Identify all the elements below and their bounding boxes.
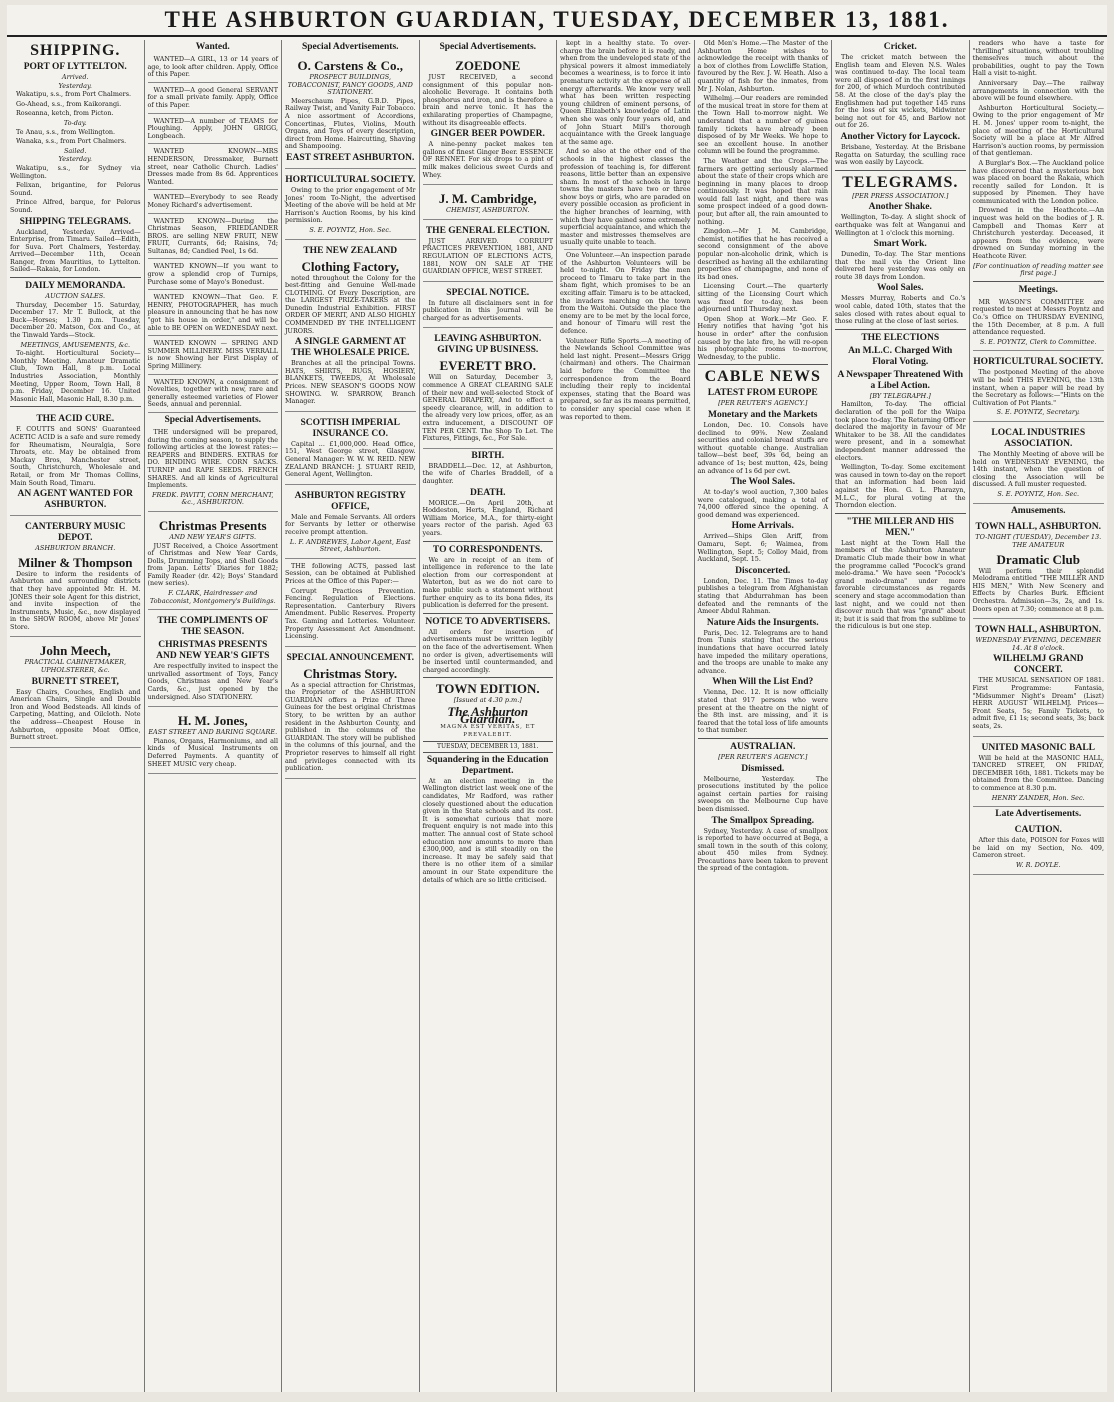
- column-2: [145, 40, 283, 1392]
- newspaper-page: [7, 5, 1107, 1392]
- cambridge-ad: J. M. Cambridge, CHEMIST, ASHBURTON.: [423, 187, 554, 220]
- birth-heading: BIRTH.: [471, 450, 505, 461]
- horticultural-meeting-ad: HORTICULTURAL SOCIETY. The postponed Meeting of the above will be held THIS EVENING, the 13th instant, when a paper will be read by the Secretary as follows:—"Hints on the Cultivation of Pot Plants." S. E. POYNTZ, Secretary.: [973, 353, 1105, 422]
- elections-heading: THE ELECTIONS: [861, 332, 940, 343]
- list-item: WANTED KNOWN, a consignment of Novelties, together with new, rare and generally esteemed varieties of Flower Seeds, annual and perennial.: [148, 377, 279, 413]
- list-item: WANTED—A GIRL, 13 or 14 years of age, to look after children. Apply, Office of this Paper.: [148, 54, 279, 83]
- special-ads-heading: Special Advertisements.: [301, 42, 399, 52]
- article-title: Squandering in the Education Department.: [426, 754, 549, 776]
- column-4: Special Advertisements. ZOEDONE JUST RECEIVED, a second consignment of this popular non-alcoholic Beverage. It contains both phosphorus and iron, and is therefore a brain and nerve tonic. It has the exhilarating properties of Champagne, without its disagreeable effects. GINGER BEER POWDER. A nine-penny packet makes ten gallons of finest Ginger Beer. ESSENCE OF RENNET. For six drops to a pint of milk makes delicious sweet Curds and Whey. J. M. Cambridge, CHEMIST, ASHBURTON. THE GENERAL ELECTION. JUST ARRIVED. CORRUPT PRACTICES PREVENTION, 1881, AND REGULATION OF ELECTIONS ACTS, 1881, NOW ON SALE AT THE GUARDIAN OFFICE, WEST STREET. SPECIAL NOTICE. In future all disclaimers sent in for publication in this Journal will be charged for as advertisements. LEAVING ASHBURTON. GIVING UP BUSINESS. EVERETT BRO. Will on Saturday, December 3, commence A GREAT CLEARING SALE of their new and well-selected Stock of GENERAL DRAPERY, And to effect a speedy clearance, will, in addition to the already very low prices, offer, as an extra inducement, a DISCOUNT OF TEN PER CENT. The Shop To Let. The Fixtures, Fittings, &c., For Sale. BIRTH. BRADDELL—Dec. 12, at Ashburton, the wife of Charles Braddell, of a daughter. DEATH. MORICE.—On April 20th, at Hoddeston, Herts, England, Richard William Morice, M.A., for thirty-eight years rector of the parish. Aged 63 years. TO CORRESPONDENTS. We are in receipt of an item of intelligence in reference to the late election from our correspondent at Waterton, but as we do not care to make public such a statement without further enquiry as to its bona fides, its publication is deferred for the present. NOTICE TO ADVERTISERS. All orders for insertion of advertisements must be written legibly on the face of the advertisement. When no order is given, advertisements will be inserted until countermanded, and charged accordingly. TOWN EDITION. [Issued at 4.30 p.m.] The Ashburton Guardian. MAGNA EST VERITAS, ET PREVALEBIT. TUESDAY, DECEMBER 13, 1881. Squandering in the Education Department. At an election meeting in the Wellington district last week one of the candidates, Mr Radford, was rather closely questioned about the education given in the State schools and its cost. It is somewhat curious that more frequent enquiry is not made into this matter. The annual cost of State school education now amounts to more than £300,000, and is still steadily on the increase. It may be safely said that there is no other item of a similar amount in our State expenditure the details of which are so little criticised.: [420, 40, 558, 1392]
- carstens-ad: O. Carstens & Co., PROSPECT BUILDINGS, TOBACCONIST, FANCY GOODS, AND STATIONERY. Meerschaum Pipes, G.B.D. Pipes, Railway Twist, and Vanity Fair Tobacco. A nice assortment of Accordions, Concertinas, Flutes, Violins, Mouth Organs, and Toys of every description, direct from Home. Haircutting, Shaving and Shampooing. EAST STREET ASHBURTON.: [285, 54, 416, 169]
- news-item: One Volunteer.—An inspection parade of the Ashburton Volunteers will be held to-night. On Friday the men proceed to Timaru to take part in the sham fight, which promises to be an exciting affair. Timaru is to be attacked, the invaders marching on the town from the Waitohi. Outside the place the enemy are to be met by the local force, and honour of Timaru will rest the defence.: [560, 251, 691, 335]
- continuation-note: [For continuation of reading matter see first page.]: [973, 261, 1104, 278]
- daily-memoranda-heading: DAILY MEMORANDA.: [25, 281, 126, 292]
- meetings-subheading: MEETINGS, AMUSEMENTS, &c.: [20, 340, 131, 349]
- news-item: Anniversary Day.—The railway arrangements in connection with the above will be found elsewhere.: [972, 78, 1104, 103]
- cable-news-heading: CABLE NEWS: [704, 368, 821, 386]
- correspondents-text: We are in receipt of an item of intelligence in reference to the late election from our correspondent at Waterton, but as we do not care to make public such a statement without further enquiry as to its bona fides, its publication is deferred for the present.: [422, 555, 553, 610]
- christmas-presents-ad: Christmas Presents AND NEW YEAR'S GIFTS. JUST Received, a Choice Assortment of Christmas and New Year Cards, Dolls, Drumming Tops, and Shell Goods from Japan. Letts' Diaries for 1882; Family Reader (dr. 42); Boys' Standard (new series). F. CLARK, Hairdresser and Tobacconist, Montgomery's Buildings.: [148, 514, 279, 610]
- shipping-telegrams-heading: SHIPPING TELEGRAMS.: [19, 216, 131, 227]
- correspondents-heading: TO CORRESPONDENTS.: [432, 544, 543, 555]
- column-6: Old Men's Home.—The Master of the Ashburton Home wishes to acknowledge the receipt with thanks of a box of clothes from Lowcliffe Station, favoured by the Rev. J. W. Heath. Also a quantity of fish for the inmates, from Mr J. Nolan, Ashburton. Wilhelmj.—Our readers are reminded of the musical treat in store for them at the Town Hall to-morrow night. We understand that a number of guinea family tickets have already been disposed of by Mr Weeks. We hope to see an excellent house. In another column will be found the programme. The Weather and the Crops.—The farmers are getting seriously alarmed about the state of their crops which are beginning in many places to droop continuously. It was hoped that rain would fall last night, and there was some prospect indeed of a good down-pour, but after all, the rain amounted to nothing. Zingdon.—Mr J. M. Cambridge, chemist, notifies that he has received a second consignment of the above popular non-alcoholic drink, which is described as having all the exhilarating properties of champagne, and none of its bad ones. Licensing Court.—The quarterly sitting of the Licensing Court which was fixed for to-day, has been adjourned until Thursday next. Open Shop at Work.—Mr Geo. F. Henry notifies that having "got his house in order" after the confusion caused by the late fire, he will re-open his photographic rooms to-morrow, Wednesday, to the public. CABLE NEWS LATEST FROM EUROPE [PER REUTER'S AGENCY.] Monetary and the Markets London, Dec. 10. Consols have declined to 99⅜. New Zealand securities and colonial bread stuffs are without quotable change. Australian tallow—best beef, 39s 6d, being an advance of 1s; best mutton, 42s, being an advance of 1s 6d per cwt. The Wool Sales. At to-day's wool auction, 7,300 bales were catalogued, making a total of 74,000 offered since the opening. A good demand was experienced. Home Arrivals. Arrived—Ships Glen Ariff, from Oamaru, Sept. 6; Waimea, from Wellington, Sept. 5; Colloy Maid, from Auckland, Sept. 15. Disconcerted. London, Dec. 11. The Times to-day publishes a telegram from Afghanistan stating that Abdurrahman has been defeated and the remnants of the Ameer Abdul Rahman. Nature Aids the Insurgents. Paris, Dec. 12. Telegrams are to hand from Tunis stating that the serious inundations that have occurred lately have impeded the military operations, and the troops are unable to make any advance. When Will the List End? Vienna, Dec. 12. It is now officially stated that 917 persons who were present at the theatre on the night of the 8th inst. are missing, and it is feared that the total loss of life amounts to that number. AUSTRALIAN. [PER REUTER'S AGENCY.] Dismissed. Melbourne, Yesterday. The prosecutions instituted by the police against certain parties for raising sweeps on the Melbourne Cup have been dismissed. The Smallpox Spreading. Sydney, Yesterday. A case of smallpox is reported to have occurred at Bega, a small town in the south of this colony, about 450 miles from Sydney. Precautions have been taken to prevent the spread of the contagion.: [695, 40, 833, 1392]
- special-ads-heading: Special Advertisements.: [164, 414, 262, 425]
- late-ads-heading: Late Advertisements.: [995, 809, 1082, 820]
- town-edition-heading: TOWN EDITION.: [435, 681, 540, 697]
- column-5: [557, 40, 695, 1392]
- news-item: Old Men's Home.—The Master of the Ashburton Home wishes to acknowledge the receipt with thanks of a box of clothes from Lowcliffe Station, favoured by the Rev. J. W. Heath. Also a quantity of fish for the inmates, from Mr J. Nolan, Ashburton.: [697, 40, 828, 93]
- wason-committee-ad: MR WASON'S COMMITTEE are requested to meet at Messrs Poyntz and Co.'s Office on THURSDAY EVENING, the 15th December, at 8 p.m. A full attendance requested. S. E. POYNTZ, Clerk to Committee.: [973, 297, 1105, 352]
- arrived-label: Arrived.: [61, 73, 89, 81]
- john-meech-ad: John Meech, PRACTICAL CABINETMAKER, UPHOLSTERER, &c. BURNETT STREET, Easy Chairs, Couches, English and American Chairs, Single and Double Iron and Wood Bedsteads. All kinds of Carpeting, Matting, and Oilcloth. Note the address—Cheapest House in Ashburton, opposite Moat Office, Burnett street.: [10, 639, 141, 747]
- compliments-ad: THE COMPLIMENTS OF THE SEASON. CHRISTMAS PRESENTS AND NEW YEAR'S GIFTS Are respectfully invited to inspect the unrivalled assortment of Toys, Fancy Goods, Christmas and New Year's Cards, &c., just opened by the undersigned. Also STATIONERY.: [148, 612, 279, 707]
- list-item: WANTED—A number of TEAMS for Ploughing. Apply, JOHN GRIGG, Longbeach.: [148, 116, 279, 145]
- list-item: WANTED KNOWN—That Geo. F. HENRY, PHOTOGRAPHER, has much pleasure in announcing that he has now "got his house in order," and will be able to BE OPEN on WEDNESDAY next.: [148, 292, 279, 336]
- special-notice-ad: SPECIAL NOTICE. In future all disclaimers sent in for publication in this Journal will be charged for as advertisements.: [423, 284, 554, 329]
- shipping-telegrams-text: Auckland, Yesterday. Arrived—Enterprise, from Timaru. Sailed—Edith, for Suva. Port Chalmers, Yesterday. Arrived—December 11th, Ocean Ranger, from Mauritius, to Lyttelton. Sailed—Rakaia, for London.: [10, 227, 141, 274]
- port-heading: PORT OF LYTTELTON.: [23, 62, 127, 72]
- news-item: Licensing Court.—The quarterly sitting of the Licensing Court which was fixed for to-day, has been adjourned until Thursday next.: [697, 282, 828, 314]
- birth-text: BRADDELL—Dec. 12, at Ashburton, the wife of Charles Braddell, of a daughter.: [422, 461, 553, 485]
- pavitt-ad: THE undersigned will be prepared, during the coming season, to supply the following articles at the lowest rates:— REAPERS and BINDERS. EXTRAS for DO. BINDING WIRE. CORN SACKS. TURNIP and RAPE SEEDS. FRENCH SHARES. And all kinds of Agricultural Implements. FREDK. PAVITT, CORN MERCHANT, &c., ASHBURTON.: [148, 427, 279, 512]
- shipping-heading: SHIPPING.: [30, 42, 121, 59]
- amusements-heading: Amusements.: [1010, 505, 1066, 516]
- news-item: Volunteer Rifle Sports.—A meeting of the Newlands School Committee was held last night. Present—Messrs Grigg (chairman) and others. The Chairman laid before the Committee the correspondence from the Board including their reply to incidental expenses, stating that the Board was prepared, so far as its means permitted, to consider any special case when it was reported to them.: [560, 336, 691, 421]
- masonic-ball-ad: UNITED MASONIC BALL Will be held at the MASONIC HALL, TANCRED STREET, ON FRIDAY, DECEMBER 16th, 1881. Tickets may be obtained from the Committee. Dancing to commence at 8.30 p.m. HENRY ZANDER, Hon. Sec.: [973, 739, 1105, 808]
- wanted-heading: Wanted.: [195, 42, 230, 52]
- caution-ad: CAUTION. After this date, POISON for Foxes will be laid on my Section, No. 409, Cameron street. W. R. DOYLE.: [973, 821, 1105, 874]
- advertisers-heading: NOTICE TO ADVERTISERS.: [425, 616, 551, 627]
- clothing-factory-ad: THE NEW ZEALAND Clothing Factory, noted throughout the Colony for the best-fitting and Genuine Well-made CLOTHING. Of Every Description, are the LARGEST PRIZE-TAKERS at the Dunedin Industrial Exhibition. FIRST ORDER OF MERIT, AND ALSO HIGHLY COMMENDED BY THE INTELLIGENT JURORS. A SINGLE GARMENT AT THE WHOLESALE PRICE. Branches at all the principal Towns. HATS, SHIRTS, RUGS, HOSIERY, BLANKETS, TWEEDS, At Wholesale Prices. NEW SEASON'S GOODS NOW SHOWING. W. SPARROW, Branch Manager.: [285, 242, 416, 412]
- meetings-heading: Meetings.: [1018, 284, 1058, 295]
- masthead: [7, 5, 1107, 37]
- acts-ad: THE following ACTS, passed last Session, can be obtained at Published Prices at the Office of this Paper:— Corrupt Practices Prevention. Fencing. Regulation of Elections. Representation. Canterbury Rivers Amendment. Public Reserves. Property Tax. Gaming and Lotteries. Volunteer. Property Assessment Act Amendment. Licensing.: [285, 561, 416, 647]
- special-ads-heading: Special Advertisements.: [439, 42, 537, 52]
- article-continued: And so also at the other end of the schools in the highest classes the profession of teaching is, for different reasons, little better than an expensive sham. In most of the schools in large towns the masters have two or three show boys or girls, who are paraded on every possible occasion as proficient in the higher branches of learning, with which they have gained some extremely superficial acquaintance, and which the master and mistresses themselves are usually quite unable to teach.: [560, 147, 691, 247]
- australian-heading: AUSTRALIAN.: [730, 741, 796, 752]
- shipping-list: Yesterday. Wakatipu, s.s., from Port Chalmers. Go-Ahead, s.s., from Kaikorangi. Roseanna, ketch, from Picton. To-day. Te Anau, s.s., from Wellington. Wanaka, s.s., from Port Chalmers. Sailed. Yesterday. Wakatipu, s.s., for Sydney via Wellington. Felixan, brigantine, for Pelorus Sound. Prince Alfred, barque, for Pelorus Sound.: [10, 81, 141, 214]
- local-industries-ad: LOCAL INDUSTRIES ASSOCIATION. The Monthly Meeting of above will be held on WEDNESDAY EVENING, the 14th instant, when the question of closing the Association will be discussed. A full muster requested. S. E. POYNTZ, Hon. Sec.: [973, 424, 1105, 504]
- election-ad: THE GENERAL ELECTION. JUST ARRIVED. CORRUPT PRACTICES PREVENTION, 1881, AND REGULATION OF ELECTIONS ACTS, 1881, NOW ON SALE AT THE GUARDIAN OFFICE, WEST STREET.: [423, 222, 554, 282]
- column-1: SHIPPING. PORT OF LYTTELTON. Arrived. Yesterday. Wakatipu, s.s., from Port Chalmers. Go-Ahead, s.s., from Kaikorangi. Roseanna, ketch, from Picton. To-day. Te Anau, s.s., from Wellington. Wanaka, s.s., from Port Chalmers. Sailed. Yesterday. Wakatipu, s.s., for Sydney via Wellington. Felixan, brigantine, for Pelorus Sound. Prince Alfred, barque, for Pelorus Sound. SHIPPING TELEGRAMS. Auckland, Yesterday. Arrived—Enterprise, from Timaru. Sailed—Edith, for Suva. Port Chalmers, Yesterday. Arrived—December 11th, Ocean Ranger, from Mauritius, to Lyttelton. Sailed—Rakaia, for London. DAILY MEMORANDA. AUCTION SALES. Thursday, December 15. Saturday, December 17. Mr T. Bullock, at the Buck—Horses; 1.30 p.m. Tuesday, December 20. Matson, Cox and Co., at the Tinwald Yards—Stock. MEETINGS, AMUSEMENTS, &c. To-night. Horticultural Society—Monthly Meeting. Amateur Dramatic Club, Town Hall, 8 p.m. Local Industries Association, Monthly Meeting, Upper Room, Town Hall, 8 p.m. Friday, December 16. United Masonic Hall, Masonic Hall, 8.30 p.m. THE ACID CURE. F. COUTTS and SONS' Guaranteed ACETIC ACID is a safe and sure remedy for Rheumatism, Neuralgia, Sore Throats, etc. May be obtained from Mackay Bros, Manchester street, South, Christchurch, Wholesale and Retail, or from Mr Thomas Collins, Main South Road, Timaru. AN AGENT WANTED FOR ASHBURTON. CANTERBURY MUSIC DEPOT. ASHBURTON BRANCH. Milner & Thompson Desire to inform the residents of Ashburton and surrounding districts that they have appointed Mr. H. M. JONES their sole Agent for this district, and invite inspection of the Instruments, Music, &c., now displayed in the SHOW ROOM, above Mr Jones' Store. John Meech, PRACTICAL CABINETMAKER, UPHOLSTERER, &c. BURNETT STREET, Easy Chairs, Couches, English and American Chairs, Single and Double Iron and Wood Bedsteads. All kinds of Carpeting, Matting, and Oilcloth. Note the address—Cheapest House in Ashburton, opposite Moat Office, Burnett street.: [7, 40, 145, 1392]
- list-item: WANTED KNOWN—During the Christmas Season, FRIEDLANDER BROS. are selling NEW FRUIT, NEW FRUIT, Currants, 6d; Raisins, 7d; Sultanas, 8d; Candied Peel, 1s 6d.: [148, 216, 279, 260]
- news-item: Ashburton Horticultural Society.—Owing to the prior engagement of Mr H. M. Jones' upper room to-night, the place of meeting of the Horticultural Society will be a place at Mr Alfred Harrison's auction rooms, by permission of that gentleman.: [972, 103, 1104, 158]
- motto: MAGNA EST VERITAS, ET PREVALEBIT.: [440, 724, 536, 738]
- list-item: WANTED—Everybody to see Ready Money Richard's advertisement.: [148, 192, 279, 213]
- news-item: readers who have a taste for "thrilling" situations, without troubling themselves much about the probabilities, ought to pay the Town Hall a visit to-night.: [972, 40, 1104, 78]
- acid-cure-ad: THE ACID CURE. F. COUTTS and SONS' Guaranteed ACETIC ACID is a safe and sure remedy for Rheumatism, Neuralgia, Sore Throats, etc. May be obtained from Mackay Bros, Manchester street, South, Christchurch, Wholesale and Retail, or from Mr Thomas Collins, Main South Road, Timaru. AN AGENT WANTED FOR ASHBURTON.: [10, 410, 141, 516]
- masthead-title: THE ASHBURTON GUARDIAN, TUESDAY, DECEMBER 13, 1881.: [164, 7, 950, 32]
- news-item: Wilhelmj.—Our readers are reminded of the musical treat in store for them at the Town Hall to-morrow night. We understand that a number of guinea family tickets have already been disposed of by Mr Weeks. We hope to see an excellent house. In another column will be found the programme.: [697, 94, 828, 156]
- column-7: Cricket. The cricket match between the English team and Eleven N.S. Wales was continued to-day. The local team were all disposed of in the first innings for 200, of which Murdoch contributed 58. At the close of the day's play the Englishmen had put together 145 runs for the loss of six wickets, Midwinter being not out for 45, and Barlow not out for 26. Another Victory for Laycock. Brisbane, Yesterday. At the Brisbane Regatta on Saturday, the sculling race was won easily by Laycock. TELEGRAMS. [PER PRESS ASSOCIATION.] Another Shake. Wellington, To-day. A slight shock of earthquake was felt at Wanganui and Wellington at 1 o'clock this morning. Smart Work. Dunedin, To-day. The Star mentions that the mail via the Orient line delivered here yesterday was only en route 38 days from London. Wool Sales. Messrs Murray, Roberts and Co.'s wool cable, dated 10th, states that the sales closed with rates about equal to those ruling at the close of last series. THE ELECTIONS An M.L.C. Charged With Floral Voting. A Newspaper Threatened With a Libel Action. [BY TELEGRAPH.] Hamilton, To-day. The official declaration of the poll for the Waipa took place to-day. The Returning Officer declared the majority in favour of Mr Whitaker to be 38. All the candidates were present, and in a somewhat independent manner addressed the electors. Wellington, To-day. Some excitement was caused in town to-day on the report that an information had been laid against the Hon. G. L. Pharazyn, M.L.C., for plural voting at the Thorndon election. "THE MILLER AND HIS MEN." Last night at the Town Hall the members of the Ashburton Amateur Dramatic Club made their bow in what the programme called "Pocock's grand melo-drama." We have seen "Pocock's grand melo-drama" under more favorable circumstances as regards scenery and stage accommodation than last night, and we could not then discover much that was "grand" about it; but it is said that from the sublime to the ridiculous is but one step.: [832, 40, 970, 1392]
- registry-office-ad: ASHBURTON REGISTRY OFFICE, Male and Female Servants. All orders for Servants by letter or otherwise receive prompt attention. L. F. ANDREWES, Labor Agent, East Street, Ashburton.: [285, 487, 416, 559]
- telegrams-heading: TELEGRAMS.: [842, 173, 959, 191]
- miller-review-heading: "THE MILLER AND HIS MEN.": [846, 516, 954, 538]
- zoedone-ad: ZOEDONE JUST RECEIVED, a second consignment of this popular non-alcoholic Beverage. It contains both phosphorus and iron, and is therefore a brain and nerve tonic. It has the exhilarating properties of Champagne, without its disagreeable effects. GINGER BEER POWDER. A nine-penny packet makes ten gallons of finest Ginger Beer. ESSENCE OF RENNET. For six drops to a pint of milk makes delicious sweet Curds and Whey.: [423, 54, 554, 185]
- meetings-text: To-night. Horticultural Society—Monthly Meeting. Amateur Dramatic Club, Town Hall, 8 p.m. Local Industries Association, Monthly Meeting, Upper Room, Town Hall, 8 p.m. Friday, December 16. United Masonic Hall, Masonic Hall, 8.30 p.m.: [10, 349, 141, 403]
- list-item: WANTED—A good General SERVANT for a small private family. Apply, Office of this Paper.: [148, 85, 279, 114]
- news-item: A Burglar's Box.—The Auckland police have discovered that a mysterious box was placed on board the Rakaia, which recently sailed for London. It is supposed by Pinemen. They have communicated with the London police.: [972, 158, 1104, 205]
- list-item: WANTED KNOWN—If you want to grow a splendid crop of Turnips, Purchase some of Mayo's Bonedust.: [148, 261, 279, 290]
- music-depot-ad: CANTERBURY MUSIC DEPOT. ASHBURTON BRANCH. Milner & Thompson Desire to inform the residents of Ashburton and surrounding districts that they have appointed Mr. H. M. JONES their sole Agent for this district, and invite inspection of the Instruments, Music, &c., now displayed in the SHOW ROOM, above Mr Jones' Store.: [10, 518, 141, 637]
- wilhelmj-concert-ad: TOWN HALL, ASHBURTON. WEDNESDAY EVENING, DECEMBER 14. At 8 o'clock. WILHELMJ GRAND CONCERT. THE MUSICAL SENSATION OF 1881. First Programme: Fantasia, "Midsummer Night's Dream" (Liszt) HERR AUGUST WILHELMJ. Prices—Front Seats, 5s; Family Tickets, to admit five, £1 1s; second seats, 3s; back seats, 2s.: [973, 621, 1105, 736]
- nameplate: The Ashburton Guardian.: [447, 703, 529, 727]
- dateline: TUESDAY, DECEMBER 13, 1881.: [423, 741, 554, 753]
- death-text: MORICE.—On April 20th, at Hoddeston, Herts, England, Richard William Morice, M.A., for thirty-eight years rector of the parish. Aged 63 years.: [422, 498, 553, 537]
- cricket-heading: Cricket.: [883, 42, 917, 52]
- horticultural-ad: HORTICULTURAL SOCIETY. Owing to the prior engagement of Mr Jones' room To-Night, the advertised Meeting of the above will be held at Mr Harrison's Auction Rooms, by his kind permission. S. E. POYNTZ, Hon. Sec.: [285, 171, 416, 240]
- column-8: [970, 40, 1108, 1392]
- wanted-list: [148, 54, 279, 413]
- news-item: Drowned in the Heathcote.—An inquest was held on the bodies of J. R. Campbell and Thomas Kerr at Christchurch yesterday. Deceased, it appears from the evidence, were drowned on Sunday morning in the Heathcote River.: [972, 206, 1104, 261]
- article-continued: kept in a healthy state. To over-charge the brain before it is ready, and when from the undeveloped state of the physical powers it almost immediately becomes a weariness, is to force it into premature activity at the expense of all energy afterwards. We know very well what has been written respecting young children of eminent persons, of Queen Elizabeth's knowledge of Latin when she was only four years old, and of John Stuart Mill's thorough acquaintance with the Greek language at the same age.: [560, 40, 691, 146]
- article-text: At an election meeting in the Wellington district last week one of the candidates, Mr Radford, was rather closely questioned about the education given in the State schools and its cost. It is somewhat curious that more frequent enquiry is not made into this matter. The annual cost of State school education now amounts to more than £300,000, and is still steadily on the increase. It may be safely said that there is no other item of a similar amount in our State expenditure the details of which are so little criticised.: [422, 776, 553, 884]
- news-item: The Weather and the Crops.—The farmers are getting seriously alarmed about the state of their crops which are beginning in many places to droop continuously. It was hoped that rain would fall last night, and there was some prospect indeed of a good down-pour, but after all, the rain amounted to nothing.: [697, 156, 828, 226]
- jones-ad: H. M. Jones, EAST STREET AND BARING SQUARE. Pianos, Organs, Harmoniums, and all kinds of Musical Instruments on Deferred Payments. A quantity of SHEET MUSIC very cheap.: [148, 709, 279, 774]
- list-item: WANTED KNOWN — SPRING AND SUMMER MILLINERY. MISS VERRALL is now Showing her First Display of Spring Millinery.: [148, 338, 279, 374]
- death-heading: DEATH.: [470, 487, 506, 498]
- list-item: WANTED KNOWN—MRS HENDERSON, Dressmaker, Burnett street, near Catholic Church. Ladies' Dresses made from 8s 6d. Apprentices Wanted.: [148, 146, 279, 190]
- everett-ad: LEAVING ASHBURTON. GIVING UP BUSINESS. EVERETT BRO. Will on Saturday, December 3, commence A GREAT CLEARING SALE of their new and well-selected Stock of GENERAL DRAPERY, And to effect a speedy clearance, will, in addition to the already very low prices, offer, as an extra inducement, a DISCOUNT OF TEN PER CENT. The Shop To Let. The Fixtures, Fittings, &c., For Sale.: [423, 330, 554, 448]
- news-item: Open Shop at Work.—Mr Geo. F. Henry notifies that having "got his house in order" after the confusion caused by the late fire, he will re-open his photographic rooms to-morrow, Wednesday, to the public.: [697, 314, 828, 361]
- advertisers-text: All orders for insertion of advertisements must be written legibly on the face of the advertisement. When no order is given, advertisements will be inserted until countermanded, and charged accordingly.: [422, 627, 553, 674]
- column-3: [282, 40, 420, 1392]
- scottish-insurance-ad: SCOTTISH IMPERIAL INSURANCE CO. Capital ... £1,000,000. Head Office, 151, West George street, Glasgow. General Manager: W. W. W. REID. NEW ZEALAND BRANCH: J. STUART REID, General Agent, Wellington.: [285, 414, 416, 485]
- christmas-story-ad: SPECIAL ANNOUNCEMENT. Christmas Story. As a special attraction for Christmas, the Proprietor of the ASHBURTON GUARDIAN offers a Prize of Three Guineas for the best original Christmas Story, to be written by an author resident in the Ashburton County, and published in the columns of the GUARDIAN. The story will be published in the columns of this journal, and the Proprietor reserves to himself all right and privileges connected with its publication.: [285, 649, 416, 779]
- dramatic-club-ad: TOWN HALL, ASHBURTON. TO-NIGHT (TUESDAY), December 13. THE AMATEUR Dramatic Club Will perform their splendid Melodrama entitled "THE MILLER AND HIS MEN," With New Scenery and Effects by Charles Burk. Efficient Orchestra. Admission—3s, 2s, and 1s. Doors open at 7.30; commence at 8 p.m.: [973, 518, 1105, 620]
- memoranda-text: Thursday, December 15. Saturday, December 17. Mr T. Bullock, at the Buck—Horses; 1.30 p.m. Tuesday, December 20. Matson, Cox and Co., at the Tinwald Yards—Stock.: [10, 300, 141, 340]
- news-item: Zingdon.—Mr J. M. Cambridge, chemist, notifies that he has received a second consignment of the above popular non-alcoholic drink, which is described as having all the exhilarating properties of champagne, and none of its bad ones.: [697, 227, 828, 281]
